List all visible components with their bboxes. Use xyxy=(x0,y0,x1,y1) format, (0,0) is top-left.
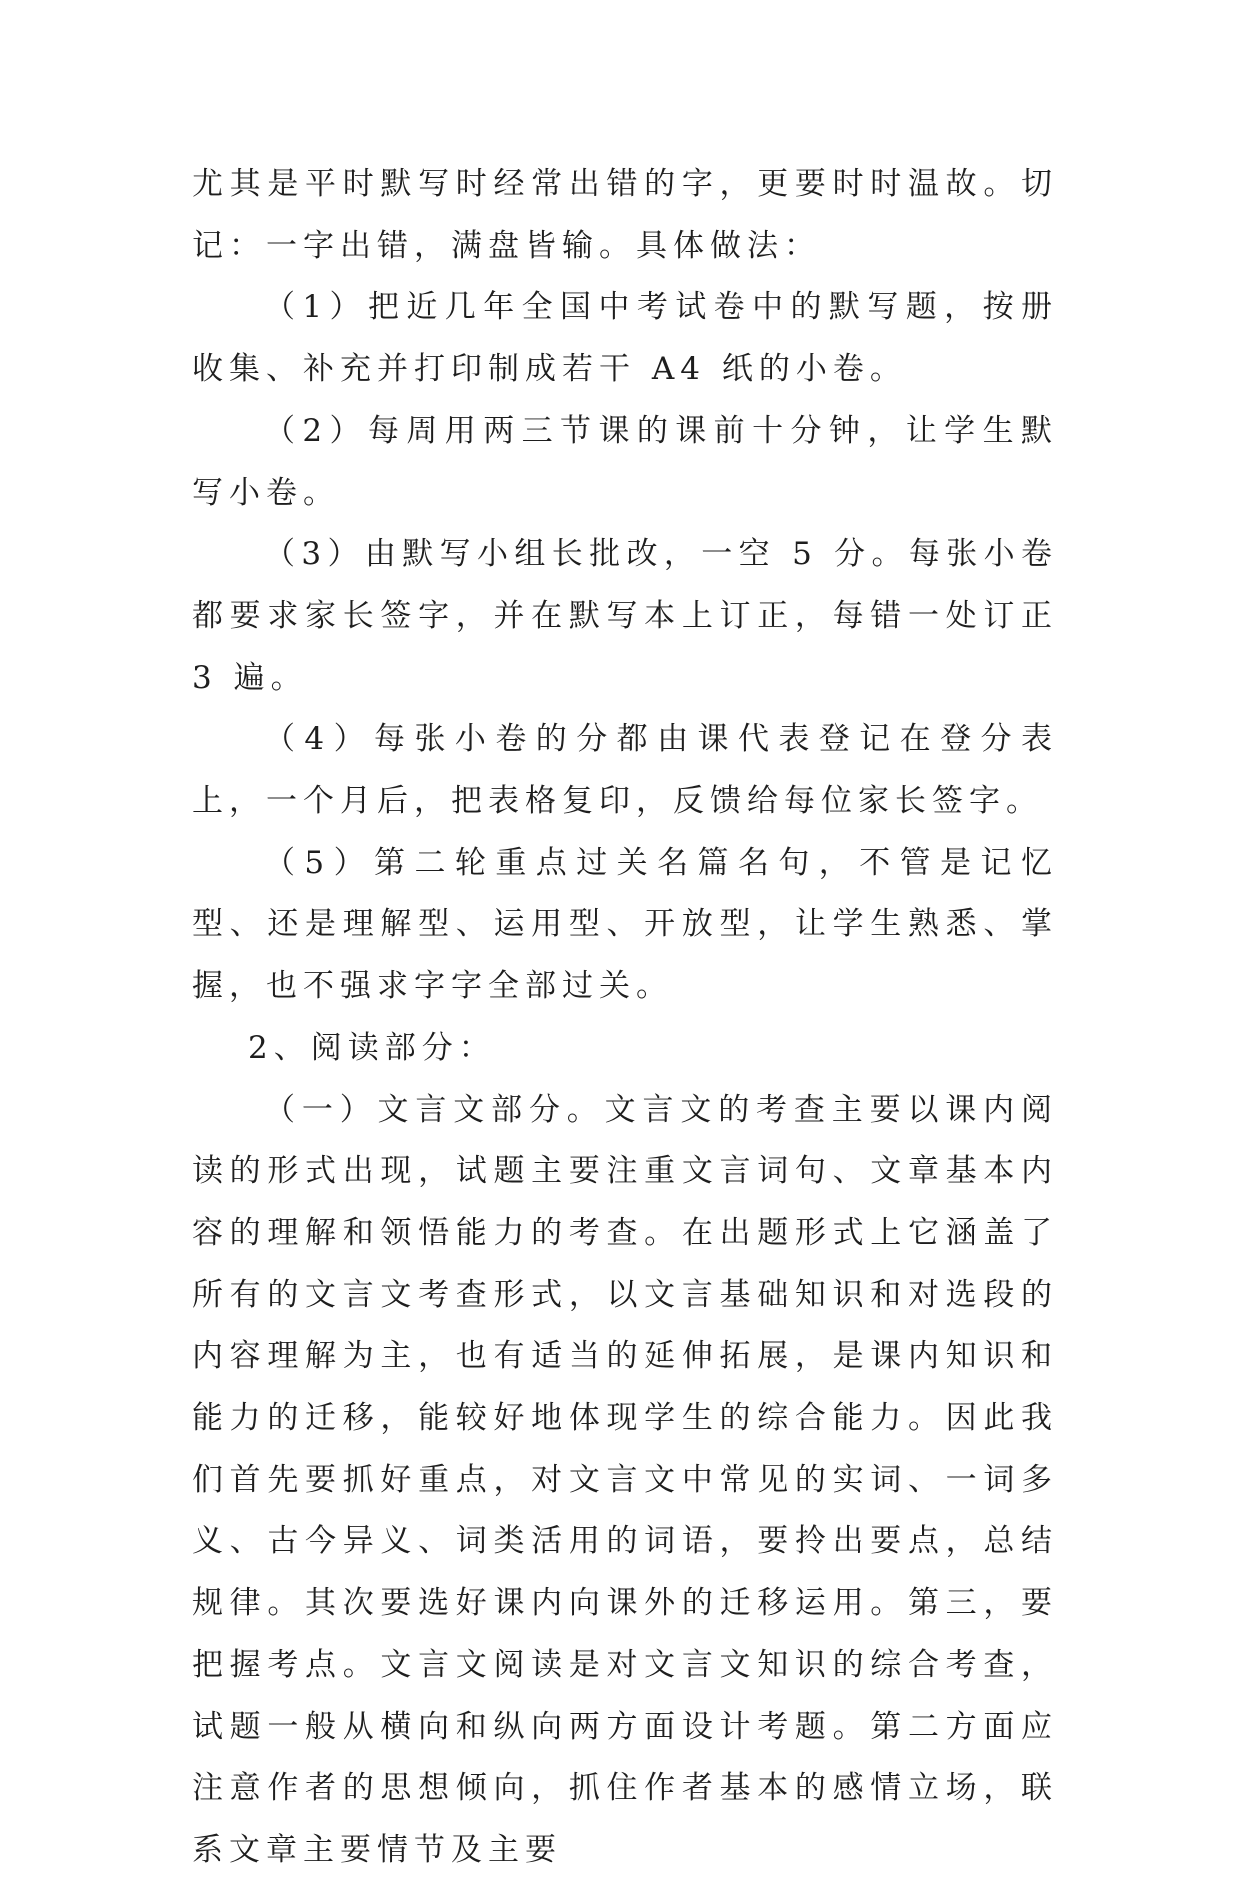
section-heading-reading: 2、阅读部分： xyxy=(248,1029,496,1066)
paragraph-step-3: （3）由默写小组长批改，一空 5 分。每张小卷都要求家长签字，并在默写本上订正，每错一处订正 3 遍。 xyxy=(192,536,1058,696)
paragraph-continuation: 尤其是平时默写时经常出错的字，更要时时温故。切记：一字出错，满盘皆输。具体做法： xyxy=(192,166,1058,264)
paragraph-step-1: （1）把近几年全国中考试卷中的默写题，按册收集、补充并打印制成若干 A4 纸的小卷。 xyxy=(192,289,1058,388)
paragraph-classical-chinese: （一）文言文部分。文言文的考查主要以课内阅读的形式出现，试题主要注重文言词句、文章基本内容的理解和领悟能力的考查。在出题形式上它涵盖了所有的文言文考查形式，以文言基础知识和对选段的内容理解为主，也有适当的延伸拓展，是课内知识和能力的迁移，能较好地体现学生的综合能力。因此我们首先要抓好重点，对文言文中常见的实词、一词多义、古今异义、词类活用的词语，要拎出要点，总结规律。其次要选好课内向课外的迁移运用。第三，要把握考点。文言文阅读是对文言文知识的综合考查，试题一般从横向和纵向两方面设计考题。第二方面应注意作者的思想倾向，抓住作者基本的感情立场，联系文章主要情节及主要 xyxy=(192,1091,1058,1868)
document-body xyxy=(192,154,1058,1882)
paragraph-step-5: （5）第二轮重点过关名篇名句，不管是记忆型、还是理解型、运用型、开放型，让学生熟悉、掌握，也不强求字字全部过关。 xyxy=(192,844,1058,1005)
paragraph-step-4: （4）每张小卷的分都由课代表登记在登分表上，一个月后，把表格复印，反馈给每位家长签字。 xyxy=(192,721,1058,820)
paragraph-step-2: （2）每周用两三节课的课前十分钟，让学生默写小卷。 xyxy=(192,412,1058,511)
